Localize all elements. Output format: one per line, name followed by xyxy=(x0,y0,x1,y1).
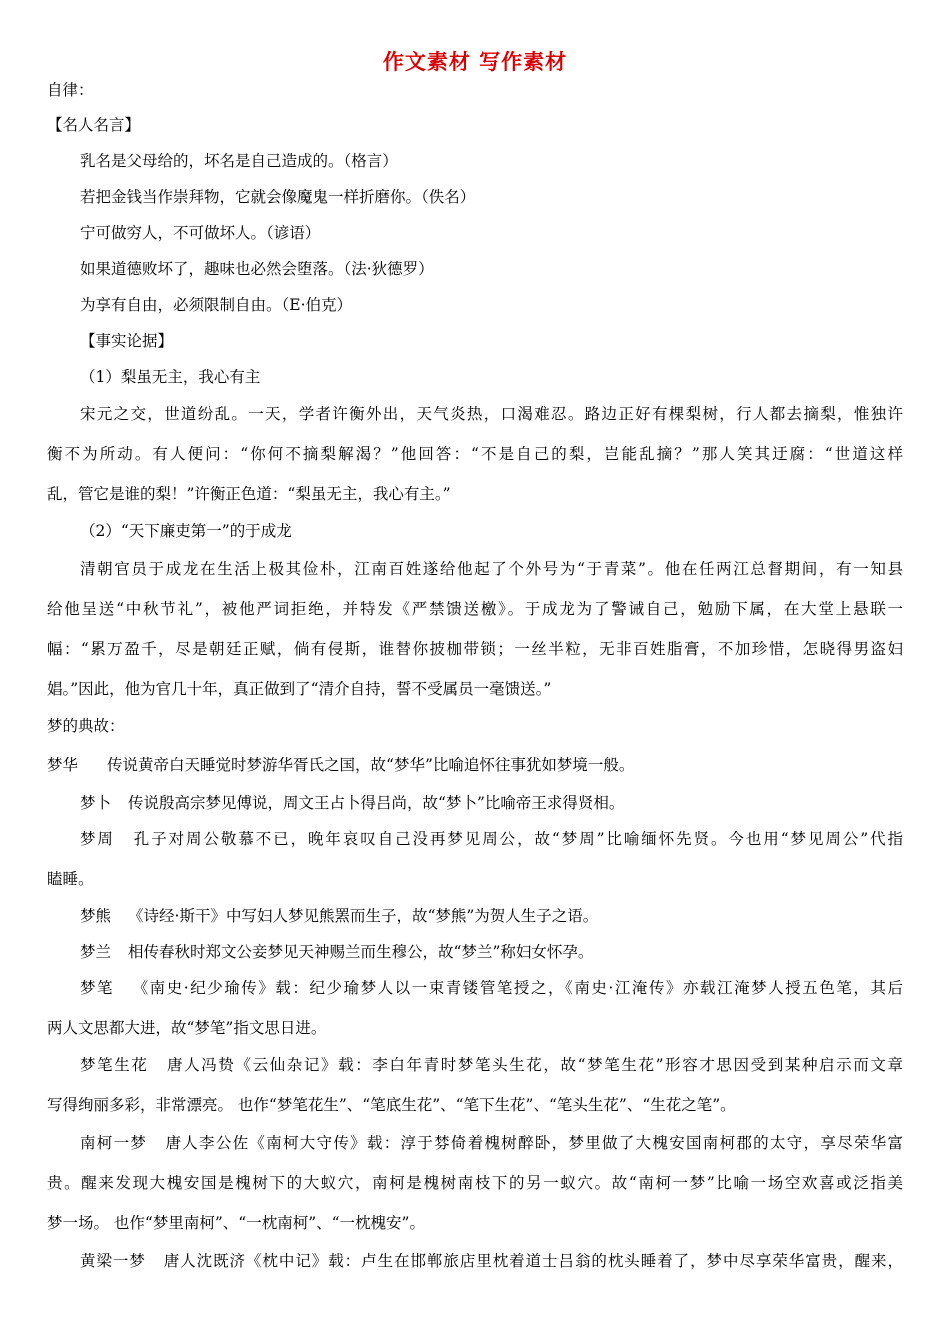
dream-entry-menghua xyxy=(47,754,634,776)
dream-term: 梦兰 xyxy=(80,943,112,961)
dream-text: 《诗经·斯干》中写妇人梦见熊罴而生子，故“梦熊”为贺人生子之语。 xyxy=(128,907,599,925)
page-title: 作文素材 写作素材 xyxy=(382,50,568,74)
dream-term: 梦周 xyxy=(80,830,115,848)
dream-entry-menglan xyxy=(80,941,593,963)
dream-term: 梦华 xyxy=(47,756,79,774)
dream-entry-mengbishenghua-cont: 写得绚丽多彩，非常漂亮。 也作“梦笔花生”、“笔底生花”、“笔下生花”、“笔头生花”、“生花之笔”。 xyxy=(47,1096,736,1114)
dream-entry-mengbishenghua xyxy=(80,1054,903,1076)
fact-2-line-4: 娼。”因此，他为官几十年，真正做到了“清介自持，誓不受属员一毫馈送。” xyxy=(47,680,552,698)
dream-text: 传说黄帝白天睡觉时梦游华胥氏之国，故“梦华”比喻追怀往事犹如梦境一般。 xyxy=(107,756,635,774)
dream-entry-nankeyimeng xyxy=(80,1132,903,1154)
dream-text: 传说殷高宗梦见傅说，周文王占卜得吕尚，故“梦卜”比喻帝王求得贤相。 xyxy=(128,794,625,812)
fact-2-line-3: 幅：“累万盈千，尽是朝廷正赋，倘有侵斯，谁替你披枷带锁；一丝半粒，无非百姓脂膏，不加珍惜，怎晓得男盗妇 xyxy=(47,640,903,658)
dream-entry-mengzhou xyxy=(80,828,903,850)
dream-heading: 梦的典故： xyxy=(47,717,125,735)
dream-text: 孔子对周公敬慕不已，晚年哀叹自己没再梦见周公，故“梦周”比喻缅怀先贤。今也用“梦见周公”代指 xyxy=(131,830,903,848)
fact-1-line-1: 宋元之交，世道纷乱。一天，学者许衡外出，天气炎热，口渴难忍。路边正好有棵梨树，行人都去摘梨，惟独许 xyxy=(80,405,903,423)
facts-heading: 【事实论据】 xyxy=(80,332,174,350)
dream-entry-nankeyimeng-cont-2: 梦一场。 也作“梦里南柯”、“一枕南柯”、“一枕槐安”。 xyxy=(47,1214,425,1232)
section-self-discipline: 自律： xyxy=(47,81,94,99)
quote-4: 如果道德败坏了，趣味也必然会堕落。（法·狄德罗） xyxy=(80,260,434,278)
dream-entry-nankeyimeng-cont-1: 贵。醒来发现大槐安国是槐树下的大蚁穴，南柯是槐树南枝下的另一蚁穴。故“南柯一梦”比喻一场空欢喜或泛指美 xyxy=(47,1174,903,1192)
quote-5: 为享有自由，必须限制自由。（E·伯克） xyxy=(80,296,352,314)
dream-entry-huangliangyimeng xyxy=(80,1250,903,1272)
dream-text: 《南史·纪少瑜传》载：纪少瑜梦人以一束青镂管笔授之，《南史·江淹传》亦载江淹梦人授五色笔，其后 xyxy=(131,979,903,997)
dream-term: 梦卜 xyxy=(80,794,112,812)
dream-term: 梦笔 xyxy=(80,979,115,997)
dream-text: 唐人沈既济《枕中记》载：卢生在邯郸旅店里枕着道士吕翁的枕头睡着了，梦中尽享荣华富贵，醒来， xyxy=(162,1252,903,1270)
quote-2: 若把金钱当作崇拜物，它就会像魔鬼一样折磨你。（佚名） xyxy=(80,188,476,206)
dream-entry-mengbi-cont: 两人文思都大进，故“梦笔”指文思日进。 xyxy=(47,1019,327,1037)
dream-term: 梦笔生花 xyxy=(80,1056,149,1074)
dream-text: 相传春秋时郑文公妾梦见天神赐兰而生穆公，故“梦兰”称妇女怀孕。 xyxy=(128,943,594,961)
dream-entry-mengbi xyxy=(80,977,903,999)
quote-1: 乳名是父母给的，坏名是自己造成的。（格言） xyxy=(80,152,398,170)
fact-2-line-2: 给他呈送“中秋节礼”，被他严词拒绝，并特发《严禁馈送檄》。于成龙为了警诫自己，勉励下属，在大堂上悬联一 xyxy=(47,600,903,618)
fact-2-heading: （2）“天下廉吏第一”的于成龙 xyxy=(80,522,292,540)
dream-entry-mengxiong xyxy=(80,905,598,927)
fact-1-line-3: 乱，管它是谁的梨！”许衡正色道：“梨虽无主，我心有主。” xyxy=(47,485,451,503)
dream-entry-mengzhou-cont: 瞌睡。 xyxy=(47,870,94,888)
quotes-heading: 【名人名言】 xyxy=(47,116,141,134)
fact-1-line-2: 衡不为所动。有人便问：“你何不摘梨解渴？”他回答：“不是自己的梨，岂能乱摘？”那人笑其迂腐：“世道这样 xyxy=(47,445,903,463)
fact-1-heading: （1）梨虽无主，我心有主 xyxy=(80,368,261,386)
dream-entry-mengbu xyxy=(80,792,624,814)
dream-term: 梦熊 xyxy=(80,907,112,925)
dream-term: 黄梁一梦 xyxy=(80,1252,146,1270)
quote-3: 宁可做穷人，不可做坏人。（谚语） xyxy=(80,224,321,242)
dream-text: 唐人李公佐《南柯大守传》载：淳于棼倚着槐树醉卧，梦里做了大槐安国南柯郡的太守，享尽荣华富 xyxy=(164,1134,903,1152)
fact-2-line-1: 清朝官员于成龙在生活上极其俭朴，江南百姓遂给他起了个外号为“于青菜”。他在任两江总督期间，有一知县 xyxy=(80,560,903,578)
dream-term: 南柯一梦 xyxy=(80,1134,148,1152)
dream-text: 唐人冯贽《云仙杂记》载：李白年青时梦笔头生花，故“梦笔生花”形容才思因受到某种启示而文章 xyxy=(165,1056,903,1074)
